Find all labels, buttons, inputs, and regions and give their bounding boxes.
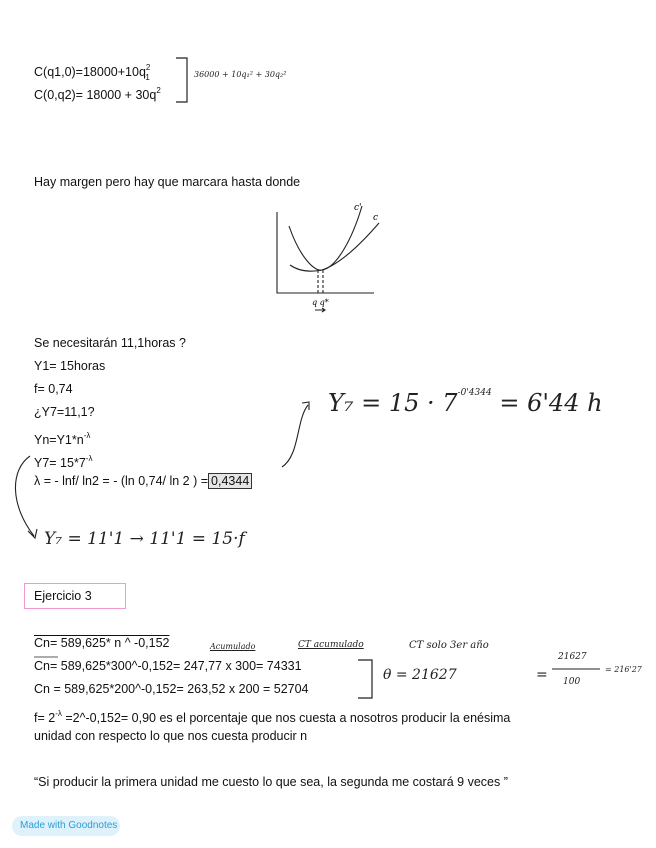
graph-arrow (315, 308, 325, 312)
y1-value: Y1= 15horas (34, 359, 106, 373)
handwritten-fraction-denominator: 100 (563, 677, 581, 687)
f-percentage-line-2: unidad con respecto lo que nos cuesta producir n (34, 729, 308, 743)
handwritten-fraction-numerator: 21627 (558, 652, 587, 662)
margin-note: Hay margen pero hay que marcara hasta donde (34, 175, 301, 189)
curve-c (290, 223, 379, 271)
graph-q-label: q q* (312, 298, 329, 307)
handwritten-acumulado: Acumulado (210, 642, 256, 651)
y7-formula: $Y7= 15*7^{-\lambda}$ (34, 454, 93, 470)
cn-formula-1: Cn= 589,625* n ^ -0,152 (34, 636, 170, 650)
f-value: f= 0,74 (34, 382, 73, 396)
handwritten-ct-solo: CT solo 3er año (409, 640, 489, 651)
graph-dashed-lines (318, 270, 323, 293)
lambda-highlight: 0,4344 (208, 473, 252, 489)
handwritten-y7-result: $Y_7 = 15 \cdot 7^{-0'4344} = 6'44$ h (328, 388, 603, 417)
arrow-to-y7 (15, 456, 34, 536)
handwritten-equals: = (536, 667, 548, 683)
cost-equation-2: $C(0,q2)= 18000 + 30q^2$ (34, 86, 161, 102)
handwritten-ct-acumulado: CT acumulado (298, 640, 364, 650)
lambda-formula: λ = - lnf/ ln2 = - (ln 0,74/ ln 2 ) = 0,4344 (34, 474, 252, 489)
exercise-3-title: Ejercicio 3 (34, 589, 92, 603)
handwritten-fraction-result: = 216'27 (605, 665, 642, 674)
cost-graph (277, 206, 379, 312)
handwritten-theta: θ = 21627 (383, 667, 457, 683)
arrow-to-result (282, 405, 308, 467)
graph-axes (277, 212, 374, 293)
yn-formula: $Yn=Y1*n^{-\lambda}$ (34, 431, 91, 447)
curve-label-c: c (373, 213, 379, 223)
f-percentage-line: $f= 2^{-\lambda}$ =2^-0,152= 0,90 es el porcentaje que nos cuesta a nosotros producir la enésima (34, 709, 511, 725)
cost-equation-1: $C(q1,0)=18000+10q^2_1$ (34, 63, 151, 82)
cn-formula-2: Cn= 589,625*300^-0,152= 247,77 x 300= 74331 (34, 659, 302, 673)
bracket-exercise-3 (358, 660, 372, 698)
handwritten-y7-equation: Y₇ = 11'1 → 11'1 = 15·f (44, 529, 245, 549)
quote-line: “Si producir la primera unidad me cuesto lo que sea, la segunda me costará 9 veces ” (34, 775, 508, 789)
curve-label-c-prime: c' (354, 203, 362, 213)
cn-formula-3: Cn = 589,625*200^-0,152= 263,52 x 200 = 52704 (34, 682, 309, 696)
bracket-section-1 (176, 58, 187, 102)
hours-question: Se necesitarán 11,1horas ? (34, 336, 186, 350)
goodnotes-badge[interactable]: Made with Goodnotes (12, 816, 120, 836)
handwritten-cost-sum: 36000 + 10q₁² + 30q₂² (194, 70, 287, 79)
curve-c-prime (289, 206, 362, 270)
y7-question: ¿Y7=11,1? (34, 405, 95, 419)
